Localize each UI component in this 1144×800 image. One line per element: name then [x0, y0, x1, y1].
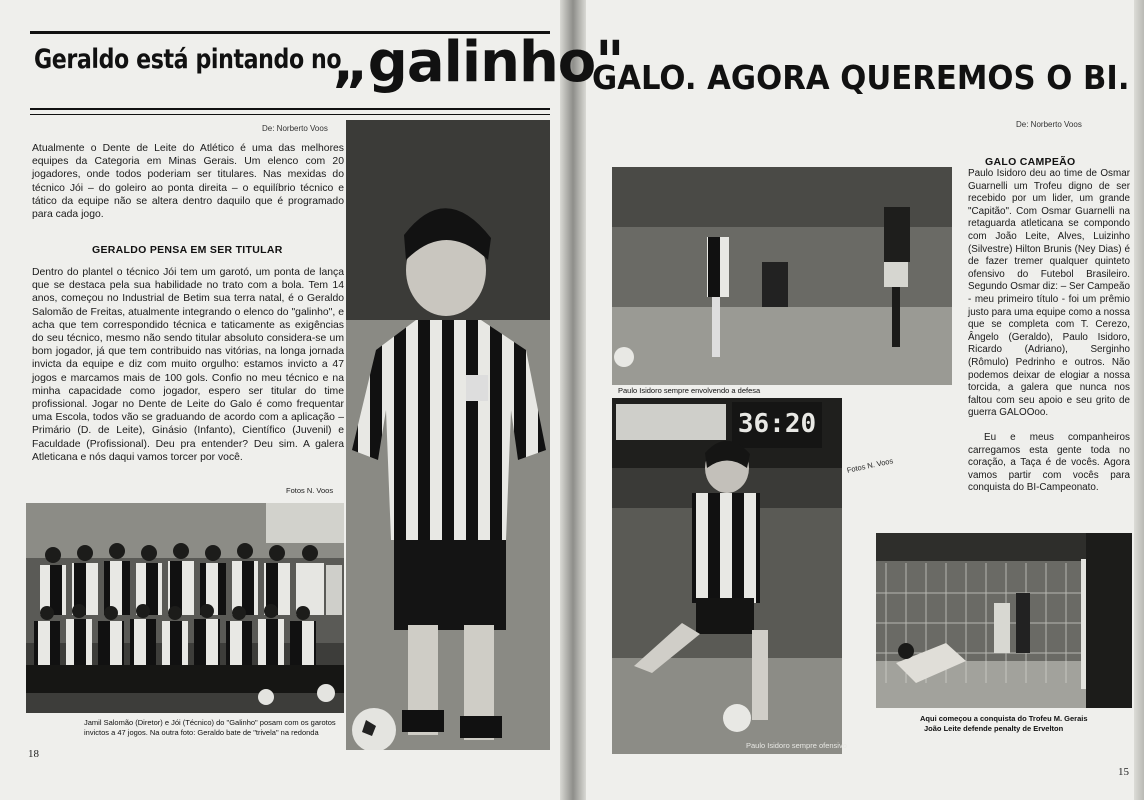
right-title: GALO. AGORA QUEREMOS O BI.: [592, 58, 1130, 97]
photo-team-galinho: [26, 503, 344, 713]
page-gutter: [560, 0, 586, 800]
photo-paulo-isidoro-kick: [612, 398, 842, 754]
scoreboard-digits: 36:20: [737, 409, 817, 439]
right-caption-2-line-1: Aqui começou a conquista do Trofeu M. Gerais: [920, 714, 1088, 723]
left-byline: De: Norberto Voos: [262, 124, 328, 133]
right-page-number: 15: [1118, 766, 1129, 778]
right-body-text-2: Eu e meus companheiros carregamos esta gente toda no coração, a Taça é de vocês. Agora vamos partir com vocês para conquista do BI-Campeonato.: [968, 432, 1130, 494]
left-title-small: Geraldo está pintando no: [34, 44, 342, 75]
title-rule-bottom-thin: [30, 114, 550, 115]
right-photo-credit: Fotos N. Voos: [846, 456, 894, 475]
left-page-number: 18: [28, 748, 39, 760]
left-subheading: GERALDO PENSA EM SER TITULAR: [92, 244, 283, 256]
left-title: [34, 28, 624, 108]
left-caption: Jamil Salomão (Diretor) e Jói (Técnico) do "Galinho" posam com os garotos invictos a 47 jogos. Na outra foto: Geraldo bate de "trivela" na redonda: [84, 718, 336, 737]
photo-joao-leite-penalty: [876, 533, 1132, 708]
title-rule-bottom: [30, 108, 550, 110]
right-byline: De: Norberto Voos: [1016, 120, 1082, 129]
left-title-big: „galinho": [332, 30, 624, 95]
photo-paulo-isidoro-attack: [612, 167, 952, 385]
left-photo-credit: Fotos N. Voos: [286, 486, 334, 495]
right-caption-2-line-2: João Leite defende penalty de Ervelton: [924, 724, 1064, 733]
left-body-text: Dentro do plantel o técnico Jói tem um garotó, um ponta de lança que se destaca pela sua habilidade no trato com a bola. Tem 14 anos, começou no Industrial de Betim sua terra natal, é o Geraldo Salomão de Freitas, atualmente integrando o elenco do "galinho", e acha que tem correspondido técnica e taticamente as exigências do seu técnico, mesmo não sendo titular absoluto considera-se um bom jogador, já que tem contribuido nas vitórias, na longa jornada invicta da equipe e diz com muito orgulho: estamos invicto a 47 jogos e marcamos mais de 100 gols. Confio no meu técnico e na minha capacidade como jogador, espero ser titular do time profissional. Jogar no Dente de Leite do Galo é como frequentar uma Escola, todos vão se graduando de acordo com a aplicação – Primário (D. de Leite), Ginásio (Infanto), Científico (Juvenil) e Faculdade (Profissional). Deu pra entender? Deu sim. A galera Atleticana e nós daqui vamos torcer por você.: [32, 267, 344, 463]
right-body-text-1: Paulo Isidoro deu ao time de Osmar Guarnelli um Trofeu digno de ser recebido por um lider, um grande "Capitão". Com Osmar Guarnelli na retaguarda atleticana se compondo com João Leite, Alves, Luizinho (Silvestre) Hilton Brunis (Ney Dias) é de fazer tremer qualquer quinteto ofensivo do Futebol Brasileiro. Segundo Osmar diz: – Ser Campeão - meu primeiro título - foi um prêmio justo para uma equipe como a nossa que se completa com T. Cerezo, Ângelo (Geraldo), Paulo Isidoro, Ricardo (Adriano), Serginho (Rômulo) Pedrinho e outros. Não podemos deixar de elogiar a nossa torcida, a galera que nunca nos faltou com seu apoio e seu grito de guerra GALOOoo.: [968, 168, 1130, 419]
left-intro-text: Atualmente o Dente de Leite do Atlético é uma das melhores equipes da Categoria em Minas Gerais. Um elenco com 20 jogadores, onde todos poderiam ser titulares. Nas mexidas do técnico Jói – do goleiro ao ponta direita – o equilíbrio técnico e tático da equipe não se altera dentro daquilo que é programado para cada jogo.: [32, 143, 344, 221]
right-caption-mid: Paulo Isidoro sempre ofensivo: [746, 741, 847, 750]
photo-geraldo-player: [346, 120, 550, 750]
page-edge: [1134, 0, 1144, 800]
right-caption-1: Paulo Isidoro sempre envolvendo a defesa: [618, 386, 761, 395]
right-subheading: GALO CAMPEÃO: [985, 156, 1076, 168]
scoreboard: [734, 404, 820, 444]
